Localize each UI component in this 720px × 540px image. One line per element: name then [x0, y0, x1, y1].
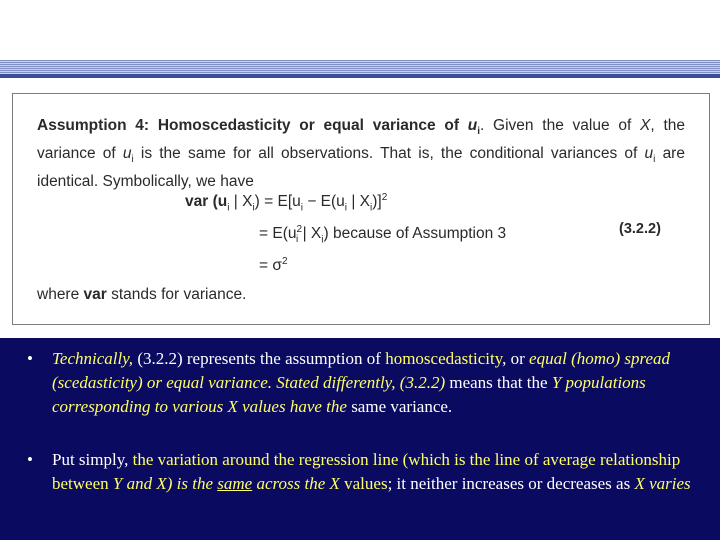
equation-line-1: [185, 188, 387, 218]
eq1-end-sub: i: [370, 202, 373, 214]
eq1-mid: | X: [233, 193, 253, 211]
eq1-sup: 2: [381, 192, 388, 203]
where-var: var: [83, 286, 107, 303]
b1-text-7: Y populations corresponding to various X values have the: [52, 373, 646, 416]
b2-text-4: ) is the: [166, 474, 214, 493]
stripe-accent-line: [0, 74, 720, 78]
eq1-lhs: var (u: [185, 193, 228, 211]
b2-x-varies: X varies: [634, 474, 691, 493]
para-u: u: [122, 145, 132, 163]
b1-text-5: equal (homo) spread (scedasticity) or equal variance. Stated differently, (3.2.2): [52, 349, 671, 392]
para-x: X: [640, 117, 651, 134]
assumption-heading: Assumption 4: Homoscedasticity or equal variance of: [37, 117, 459, 134]
eq1-lhs-sub: i: [227, 202, 230, 214]
eq2-b-sub: i: [321, 234, 324, 246]
eq1-end: | X: [351, 193, 371, 211]
b1-homoscedasticity: homoscedasticity: [385, 349, 503, 368]
eq1-rhs: ) = E[u: [254, 193, 301, 211]
b2-same: same: [217, 474, 253, 493]
para-text-2: , the variance of: [37, 117, 685, 163]
b2-x: X: [329, 474, 340, 493]
b2-text-6: across the: [256, 474, 326, 493]
b1-text-2: (3.2.2) represents the assumption of: [137, 349, 381, 368]
assumption-paragraph: [37, 115, 685, 193]
assumption-symbol-sub: i: [477, 126, 480, 138]
bullet-dot: •: [27, 349, 33, 368]
bullet-dot: •: [27, 450, 33, 469]
where-text-1: where: [37, 286, 80, 303]
explanation-panel: [0, 338, 720, 540]
b2-y-and-x: Y and X: [112, 474, 167, 493]
eq3-sup: 2: [281, 256, 288, 267]
eq2-sup: 2: [296, 224, 303, 235]
b1-technically: Technically,: [52, 349, 134, 368]
para-u-sub: i: [131, 154, 134, 166]
where-text-2: stands for variance.: [111, 286, 247, 303]
textbook-excerpt: [12, 93, 710, 325]
var-operator: [185, 193, 227, 210]
eq3-text: = σ: [259, 257, 282, 275]
eq2-sub: i: [296, 234, 299, 246]
para-text-3: is the same for all observations. That is, the conditional variances of: [140, 145, 638, 163]
b1-text-6: means that the: [449, 373, 548, 392]
eq2-c: ) because of Assumption 3: [323, 225, 507, 243]
eq2-a: = E(u: [259, 225, 297, 243]
para-u2-sub: i: [653, 154, 656, 166]
equation-number: (3.2.2): [619, 221, 661, 237]
bullet-item-1: [27, 347, 702, 419]
eq1-tail: − E(u: [307, 193, 345, 211]
b2-text-9: ; it neither increases or decreases as: [387, 474, 631, 493]
bullet-item-2: [27, 448, 702, 496]
b1-text-4: , or: [502, 349, 525, 368]
eq1-mid-sub: i: [252, 202, 255, 214]
equation-line-2: [259, 220, 506, 250]
eq1-rhs-sub: i: [300, 202, 303, 214]
eq2-b: | X: [302, 225, 322, 243]
b1-text-8: same variance.: [351, 397, 453, 416]
para-text-1: . Given the value of: [479, 117, 632, 134]
b2-text-2: the variation around the regression line (which is the line of average relationship between: [52, 450, 681, 493]
where-line: [37, 286, 246, 304]
decorative-stripe-band: [0, 60, 720, 78]
para-u2: u: [644, 145, 654, 163]
equation-line-3: [259, 252, 288, 276]
para-text-4: are identical. Symbolically, we have: [37, 145, 685, 191]
eq1-close: )]: [372, 193, 382, 211]
b2-text-1: Put simply,: [52, 450, 129, 469]
eq1-tail-sub: i: [344, 202, 348, 214]
assumption-symbol: u: [467, 117, 478, 134]
b2-values: values: [344, 474, 388, 493]
